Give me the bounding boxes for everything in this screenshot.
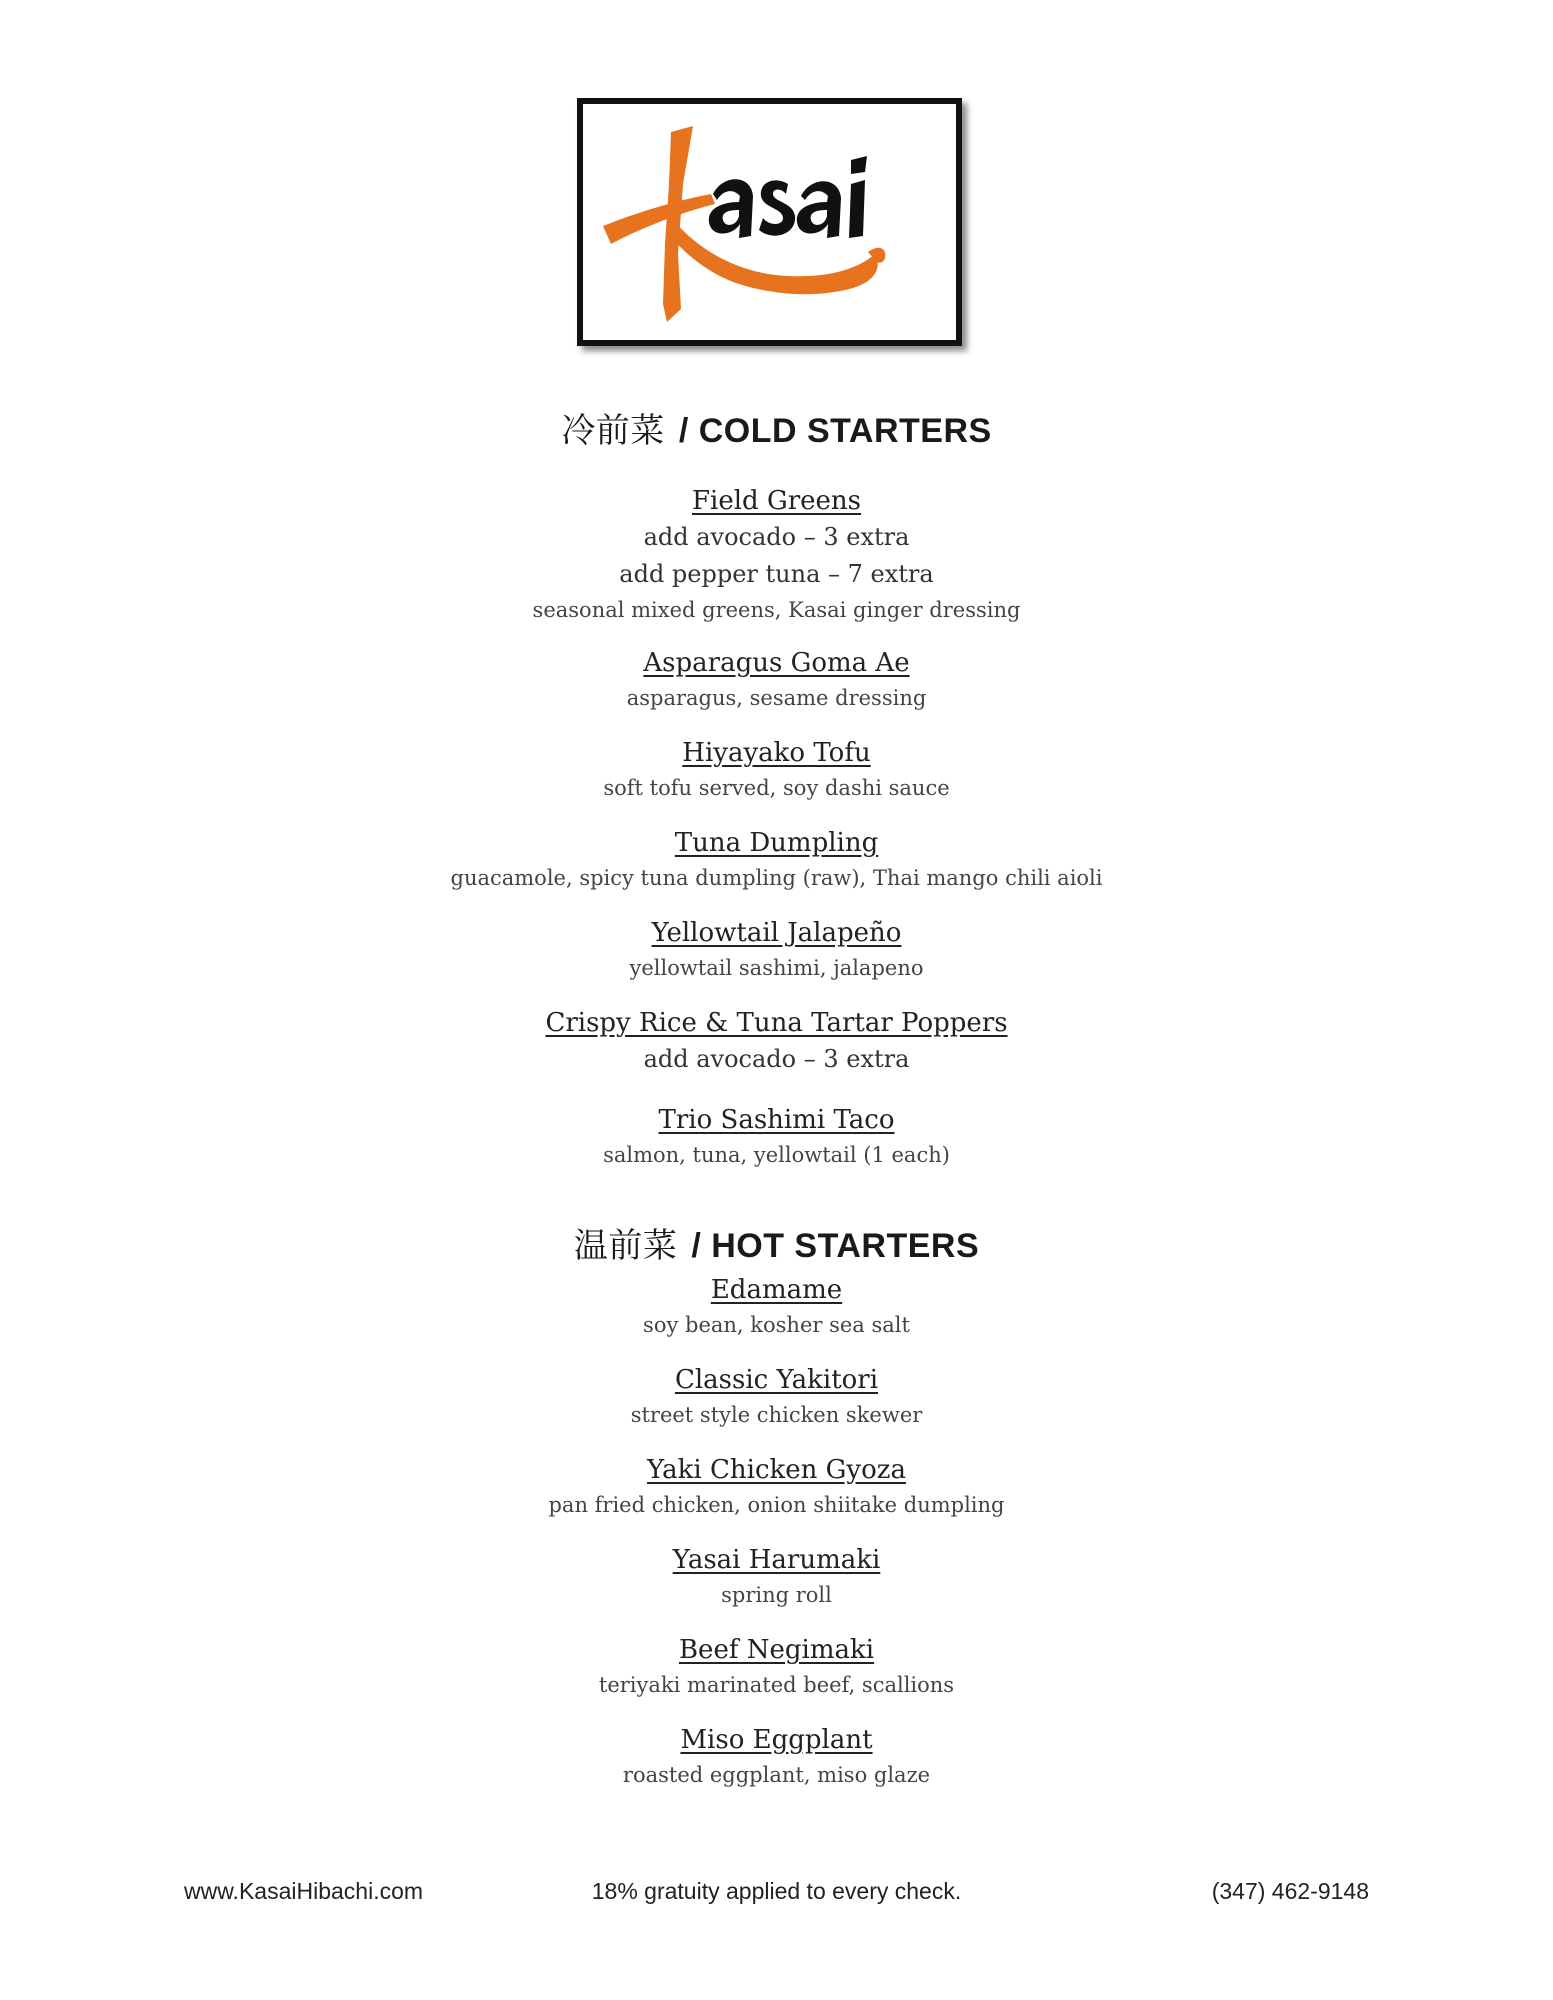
item-description: street style chicken skewer bbox=[630, 1403, 923, 1427]
menu-item bbox=[0, 1362, 1553, 1432]
item-description: roasted eggplant, miso glaze bbox=[622, 1763, 931, 1787]
phone-number[interactable]: (347) 462-9148 bbox=[1211, 1878, 1369, 1904]
hot-starters-heading bbox=[0, 1224, 1553, 1268]
menu-item bbox=[0, 915, 1553, 985]
item-name: Classic Yakitori bbox=[674, 1365, 879, 1395]
item-name: Yaki Chicken Gyoza bbox=[647, 1455, 906, 1485]
item-description: salmon, tuna, yellowtail (1 each) bbox=[603, 1143, 950, 1167]
item-name: Field Greens bbox=[691, 486, 862, 516]
item-name: Trio Sashimi Taco bbox=[658, 1105, 895, 1135]
menu-item bbox=[0, 735, 1553, 805]
item-extra: add pepper tuna – 7 extra bbox=[619, 560, 934, 588]
item-description: pan fried chicken, onion shiitake dumpling bbox=[548, 1493, 1005, 1517]
item-extra: add avocado – 3 extra bbox=[643, 1045, 910, 1073]
hot-heading-en: / HOT STARTERS bbox=[691, 1227, 980, 1265]
item-description: asparagus, sesame dressing bbox=[626, 686, 927, 710]
item-extra: add avocado – 3 extra bbox=[643, 523, 910, 551]
kasai-logo-graphic bbox=[583, 104, 956, 340]
item-name: Crispy Rice & Tuna Tartar Poppers bbox=[545, 1008, 1008, 1038]
hot-heading-cjk: 温前菜 bbox=[573, 1226, 678, 1266]
menu-item bbox=[0, 1542, 1553, 1612]
menu-item bbox=[0, 483, 1553, 627]
cold-heading-cjk: 冷前菜 bbox=[561, 411, 665, 451]
gratuity-note: 18% gratuity applied to every check. bbox=[591, 1878, 962, 1904]
item-description: seasonal mixed greens, Kasai ginger dressing bbox=[532, 598, 1021, 622]
item-description: spring roll bbox=[721, 1583, 832, 1607]
item-description: guacamole, spicy tuna dumpling (raw), Thai mango chili aioli bbox=[450, 866, 1103, 890]
item-name: Tuna Dumpling bbox=[674, 828, 879, 858]
logo bbox=[577, 98, 962, 346]
item-name: Yellowtail Jalapeño bbox=[651, 918, 902, 948]
cold-heading-en: / COLD STARTERS bbox=[678, 412, 992, 450]
website-link[interactable]: www.KasaiHibachi.com bbox=[184, 1878, 424, 1904]
item-description: yellowtail sashimi, jalapeno bbox=[629, 956, 924, 980]
item-name: Edamame bbox=[710, 1275, 843, 1305]
item-name: Miso Eggplant bbox=[680, 1725, 873, 1755]
item-description: soy bean, kosher sea salt bbox=[643, 1313, 910, 1337]
menu-item bbox=[0, 1102, 1553, 1172]
menu-item bbox=[0, 1272, 1553, 1342]
menu-item bbox=[0, 1722, 1553, 1792]
menu-item bbox=[0, 825, 1553, 895]
menu-item bbox=[0, 1005, 1553, 1078]
cold-starters-section bbox=[0, 409, 1553, 1172]
menu-item bbox=[0, 645, 1553, 715]
footer bbox=[0, 1878, 1553, 1908]
item-name: Beef Negimaki bbox=[678, 1635, 875, 1665]
item-name: Hiyayako Tofu bbox=[682, 738, 871, 768]
hot-starters-section bbox=[0, 1224, 1553, 1792]
menu-item bbox=[0, 1632, 1553, 1702]
cold-starters-heading bbox=[0, 409, 1553, 453]
item-description: teriyaki marinated beef, scallions bbox=[598, 1673, 955, 1697]
item-name: Asparagus Goma Ae bbox=[643, 648, 910, 678]
item-description: soft tofu served, soy dashi sauce bbox=[603, 776, 950, 800]
item-name: Yasai Harumaki bbox=[672, 1545, 881, 1575]
menu-item bbox=[0, 1452, 1553, 1522]
